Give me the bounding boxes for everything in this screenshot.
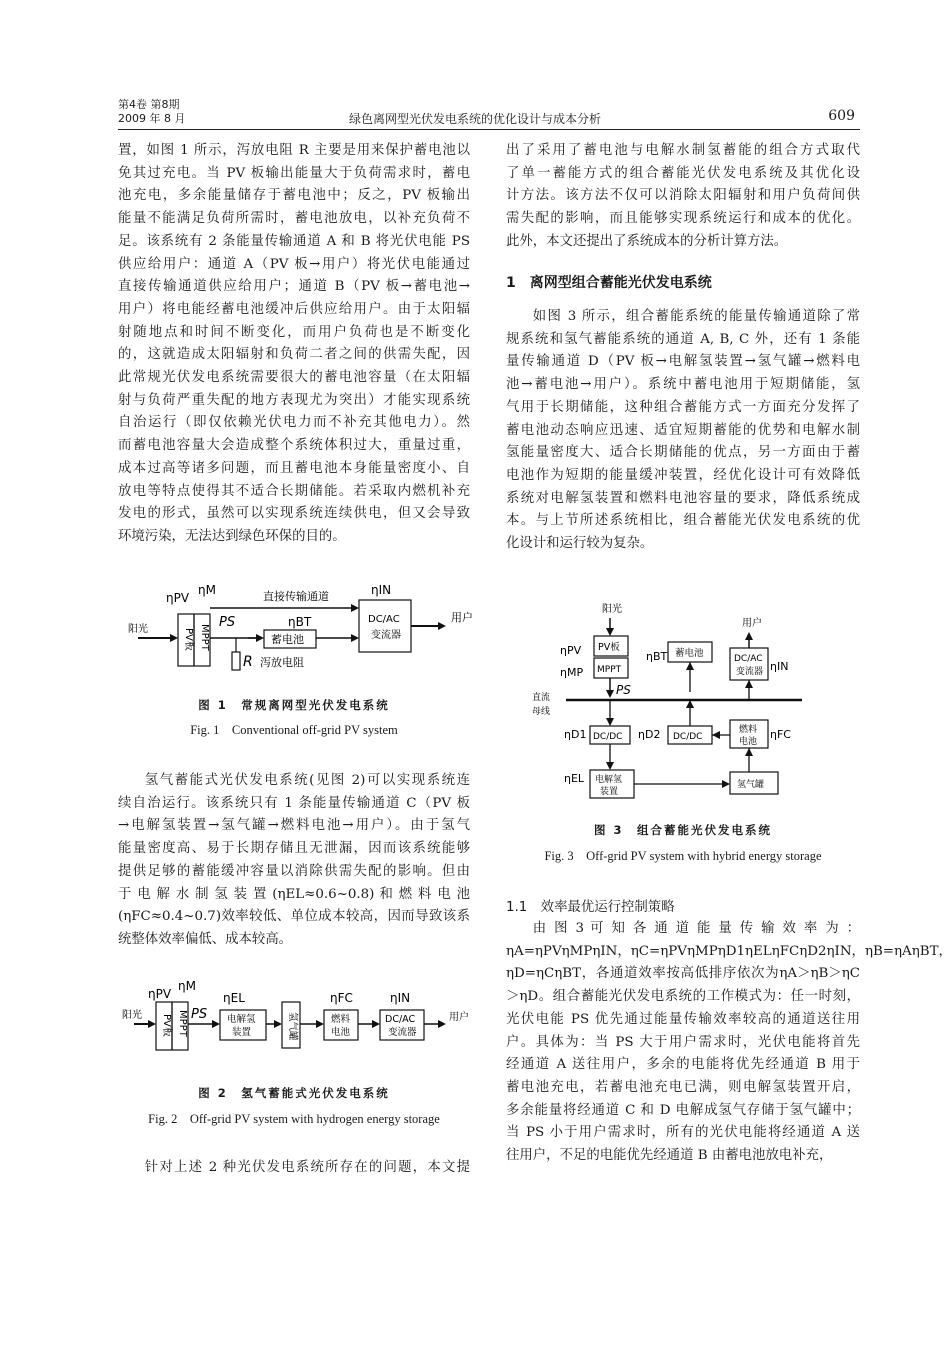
- right-paragraph-3: [506, 918, 952, 1168]
- fig3-sun: 阳光: [602, 604, 622, 615]
- text-line: 量传输通道 D（PV 板→电解氢装置→氢气罐→燃料电: [506, 354, 860, 370]
- figure-1-caption-cn: 图 1 常规离网型光伏发电系统: [198, 698, 390, 712]
- fig1-mppt: MPPT: [199, 624, 210, 651]
- fig3-eta-mp: ηMP: [560, 666, 584, 679]
- text-line: 池充电，多余能量储存于蓄电池中；反之，PV 板输出: [118, 188, 470, 204]
- left-paragraph-2: [118, 770, 470, 952]
- text-line: 统整体效率偏低、成本较高。: [118, 931, 293, 947]
- header-rule: [118, 129, 860, 130]
- fig1-dcac2: 变流器: [371, 630, 401, 641]
- text-line: 能量密度高、易于长期存储且无泄漏，因而该系统能够: [118, 841, 470, 857]
- fig1-user: 用户: [451, 611, 473, 624]
- text-line: 了单一蓄能方式的组合蓄能光伏发电系统及其优化设: [506, 165, 860, 181]
- fig3-eta-d2: ηD2: [638, 728, 661, 741]
- text-line: 当 PS 小于用户需求时，所有的光伏电能将经通道 A 送: [506, 1125, 860, 1141]
- fig1-sun: 阳光: [128, 624, 148, 635]
- text-line: 经通道 A 送往用户，多余的电能将优先经通道 B 用于: [506, 1057, 860, 1073]
- text-line: 计方法。该方法不仅可以消除太阳辐射和用户负荷间供: [506, 188, 860, 204]
- fig3-mppt: MPPT: [597, 665, 622, 675]
- fig3-eta-pv: ηPV: [560, 644, 582, 657]
- fig3-bus2: 母线: [532, 707, 551, 717]
- text-line: 环境污染，无法达到绿色环保的目的。: [118, 528, 346, 544]
- fig3-eta-in: ηIN: [770, 660, 789, 673]
- figure-1-caption-en: Fig. 1 Conventional off-grid PV system: [190, 723, 398, 737]
- fig1-r-label: 泻放电阻: [260, 656, 304, 669]
- text-line: 如图 3 所示，组合蓄能系统的能量传输通道除了常: [532, 309, 860, 324]
- text-line: 射随地点和时间不断变化，而用户负荷也是不断变化: [118, 324, 470, 340]
- text-line: 需失配的影响，而且能够实现系统运行和成本的优化。: [506, 211, 860, 227]
- volume: 第4卷 第8期: [118, 98, 180, 111]
- text-line: 本。与上节所述系统相比，组合蓄能光伏发电系统的优: [506, 513, 860, 529]
- text-line: 氢气蓄能式光伏发电系统(见图 2)可以实现系统连: [144, 773, 470, 788]
- text-line: ηD=ηCηBT，各通道效率按高低排序依次为ηA＞ηB＞ηC: [506, 966, 860, 982]
- text-line: 能量不能满足负荷所需时，蓄电池放电，以补充负荷不: [118, 211, 470, 227]
- fig1-battery: 蓄电池: [271, 633, 304, 646]
- fig1-eta-bt: ηBT: [288, 615, 312, 629]
- fig2-fc1: 燃料: [331, 1014, 351, 1025]
- fig2-eta-el: ηEL: [223, 991, 245, 1005]
- fig2-mppt: MPPT: [177, 1010, 188, 1037]
- text-line: 由 图 3 可 知 各 通 道 能 量 传 输 效 率 为 ：: [532, 921, 860, 936]
- fig2-user: 用户: [449, 1012, 469, 1023]
- text-line: 放电等特点使得其不适合长期储能。若采取内燃机补充: [118, 483, 470, 499]
- section-1-heading: 1 离网型组合蓄能光伏发电系统: [506, 275, 712, 291]
- fig2-el1: 电解氢: [227, 1014, 256, 1025]
- fig3-eta-d1: ηD1: [564, 728, 587, 741]
- fig3-bus1: 直流: [532, 693, 551, 703]
- text-line: 系统对电解氢装置和燃料电池容量的要求，降低系统成: [506, 490, 860, 506]
- text-line: 池→蓄电池→用户）。系统中蓄电池用于短期储能，氢: [506, 377, 860, 393]
- text-line: 而蓄电池容量大会造成整个系统体积过大，重量过重，: [118, 438, 470, 454]
- text-line: 射与负荷严重失配的地方表现尤为突出）才能实现系统: [118, 392, 470, 408]
- date: 2009 年 8 月: [118, 112, 186, 125]
- text-line: 置，如图 1 所示，泻放电阻 R 主要是用来保护蓄电池以: [118, 143, 470, 158]
- text-line: 往用户，不足的电能优先经通道 B 由蓄电池放电补充，: [506, 1148, 833, 1164]
- text-line: 光伏电能 PS 优先通过能量传输效率较高的通道送往用: [506, 1011, 860, 1027]
- left-paragraph-3-text: 针对上述 2 种光伏发电系统所存在的问题，本文提: [144, 1160, 470, 1175]
- text-line: 户。具体为：当 PS 大于用户需求时，光伏电能将首先: [506, 1034, 860, 1050]
- text-line: 成本过高等诸多问题，而且蓄电池本身能量密度小、自: [118, 460, 470, 476]
- text-line: 此常规光伏发电系统需要很大的蓄电池容量（在太阳辐: [118, 370, 470, 386]
- left-paragraph-3: [118, 1157, 470, 1180]
- right-paragraph-1: [506, 140, 860, 254]
- text-line: 蓄电池充电，若蓄电池充电已满，则电解氢装置开启，: [506, 1079, 860, 1095]
- text-line: 电池作为短期的能量缓冲装置，经优化设计可有效降低: [506, 467, 860, 483]
- fig1-pv: PV板: [183, 628, 194, 651]
- text-line: 规系统和氢气蓄能系统的通道 A, B, C 外，还有 1 条能: [506, 331, 860, 347]
- text-line: 直接传输通道供应给用户；通道 B（PV 板→蓄电池→: [118, 279, 470, 295]
- fig2-eta-fc: ηFC: [330, 991, 353, 1005]
- text-line: 于 电 解 水 制 氢 装 置 (ηEL≈0.6~0.8) 和 燃 料 电 池: [118, 886, 470, 902]
- fig3-dcdc2: DC/DC: [673, 732, 703, 742]
- figure-2-caption-cn: 图 2 氢气蓄能式光伏发电系统: [198, 1086, 390, 1100]
- text-line: 蓄电池动态响应迅速、适宜短期蓄能的优势和电解水制: [506, 422, 860, 438]
- text-line: 免其过充电。当 PV 板输出能量大于负荷需求时，蓄电: [118, 165, 470, 181]
- fig2-tank: 氢气罐: [287, 1012, 298, 1041]
- fig3-el1: 电解氢: [595, 775, 623, 785]
- figure-3-diagram: [506, 596, 860, 810]
- figure-2-diagram: [118, 980, 478, 1065]
- text-line: 足。该系统有 2 条能量传输通道 A 和 B 将光伏电能 PS: [118, 233, 470, 249]
- text-line: 用户）将电能经蓄电池缓冲后供应给用户。由于太阳辐: [118, 301, 470, 317]
- text-line: →电解氢装置→氢气罐→燃料电池→用户）。由于氢气: [118, 818, 470, 834]
- fig3-el2: 装置: [600, 787, 619, 797]
- text-line: 出了采用了蓄电池与电解水制氢蓄能的组合方式取代: [506, 143, 860, 158]
- page-number: 609: [828, 108, 855, 124]
- fig1-eta-in: ηIN: [371, 583, 392, 597]
- fig2-sun: 阳光: [122, 1010, 142, 1021]
- right-paragraph-2: [506, 306, 860, 556]
- text-line: (ηFC≈0.4~0.7)效率较低、单位成本较高，因而导致该系: [118, 909, 470, 925]
- fig2-ps: PS: [191, 1007, 208, 1022]
- text-line: 供应给用户：通道 A（PV 板→用户）将光伏电能通过: [118, 256, 470, 272]
- fig3-dcdc1: DC/DC: [593, 732, 623, 742]
- fig1-r: R: [243, 654, 253, 670]
- figure-3-caption-en: Fig. 3 Off-grid PV system with hybrid energy storage: [544, 849, 822, 863]
- subsection-1-1-heading: 1.1 效率最优运行控制策略: [506, 900, 675, 915]
- figure-1-diagram: [118, 578, 478, 690]
- figure-3-caption-cn: 图 3 组合蓄能光伏发电系统: [593, 823, 772, 837]
- text-line: 氢能量密度大、适合长期储能的优点，另一方面由于蓄: [506, 445, 860, 461]
- fig1-eta-pv: ηPV: [166, 591, 190, 605]
- text-line: 化设计和运行较为复杂。: [506, 536, 654, 552]
- text-line: ＞ηD。组合蓄能光伏发电系统的工作模式为：任一时刻，: [506, 989, 860, 1005]
- fig2-eta-pv: ηPV: [148, 987, 172, 1001]
- fig3-eta-fc: ηFC: [770, 728, 791, 741]
- running-title: 绿色离网型光伏发电系统的优化设计与成本分析: [348, 112, 601, 126]
- fig3-fc2: 电池: [739, 737, 758, 747]
- text-line: 续自治运行。该系统只有 1 条能量传输通道 C（PV 板: [118, 795, 470, 811]
- fig2-el2: 装置: [232, 1027, 252, 1038]
- fig3-eta-el: ηEL: [564, 772, 585, 785]
- text-line: ηA=ηPVηMPηIN，ηC=ηPVηMPηD1ηELηFCηD2ηIN，ηB=ηAηBT，: [506, 943, 952, 959]
- fig2-dcac2: 变流器: [388, 1027, 417, 1038]
- text-line: 气用于长期储能，这种组合蓄能方式一方面充分发挥了: [506, 399, 860, 415]
- figure-2-caption-en: Fig. 2 Off-grid PV system with hydrogen energy storage: [148, 1112, 440, 1126]
- fig1-dcac1: DC/AC: [368, 614, 400, 625]
- text-line: 的，这就造成太阳辐射和负荷二者之间的供需失配，因: [118, 347, 470, 363]
- fig1-eta-m: ηM: [198, 583, 216, 597]
- fig2-eta-in: ηIN: [390, 991, 411, 1005]
- fig3-user: 用户: [742, 618, 762, 629]
- text-line: 自治运行（即仅依赖光伏电力而不补充其他电力）。然: [118, 415, 470, 431]
- fig2-fc2: 电池: [331, 1027, 351, 1038]
- fig1-dcac-box: [359, 600, 411, 652]
- fig3-pv: PV板: [598, 642, 620, 653]
- fig3-fc1: 燃料: [739, 725, 758, 735]
- text-line: 此外，本文还提出了系统成本的分析计算方法。: [506, 233, 788, 249]
- fig1-ps: PS: [219, 615, 236, 630]
- text-line: 发电的形式，虽然可以实现系统连续供电，但又会导致: [118, 506, 470, 522]
- text-line: 多余能量将经通道 C 和 D 电解成氢气存储于氢气罐中；: [506, 1102, 860, 1118]
- fig3-eta-bt: ηBT: [646, 650, 668, 663]
- fig3-ps: PS: [616, 683, 631, 697]
- text-line: 提供足够的蓄能缓冲容量以消除供需失配的影响。但由: [118, 863, 470, 879]
- fig3-dcac2: 变流器: [736, 667, 764, 677]
- fig3-dcac1: DC/AC: [734, 654, 763, 664]
- fig2-eta-m: ηM: [178, 979, 196, 993]
- fig3-tank: 氢气罐: [737, 780, 765, 790]
- fig3-battery: 蓄电池: [675, 648, 704, 659]
- fig2-pv: PV板: [161, 1014, 172, 1037]
- fig2-dcac1: DC/AC: [385, 1014, 416, 1025]
- fig1-direct: 直接传输通道: [263, 590, 329, 603]
- left-paragraph-1: [118, 140, 470, 549]
